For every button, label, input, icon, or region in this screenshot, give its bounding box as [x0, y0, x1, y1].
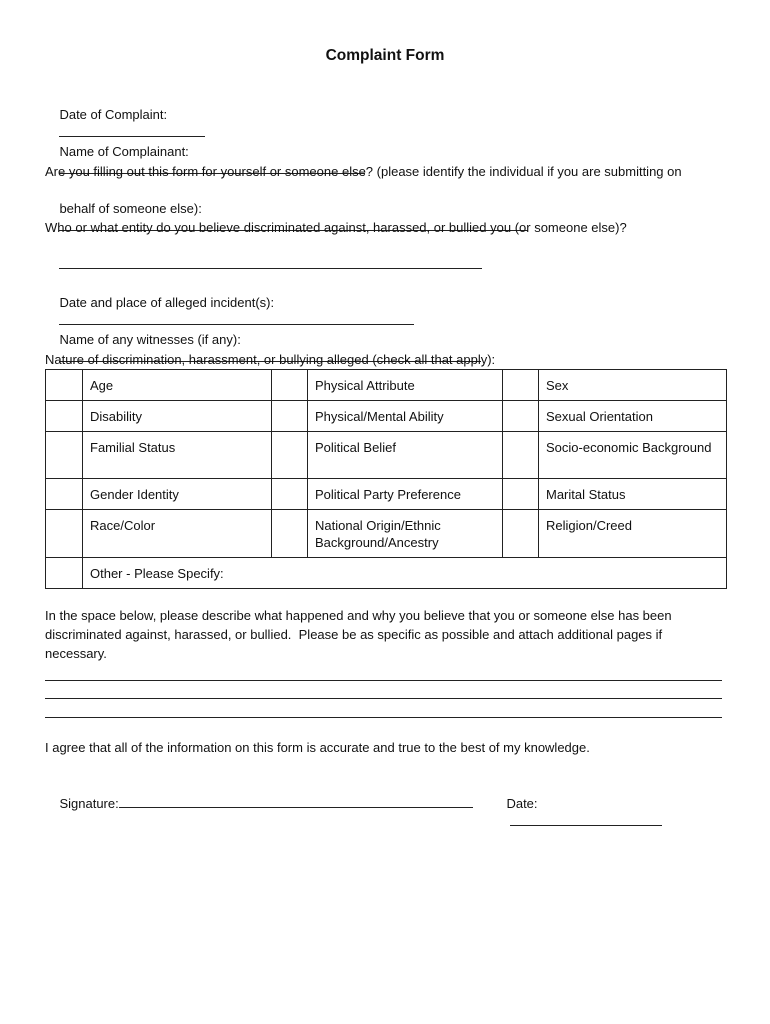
signature-row [45, 777, 473, 831]
sign-date-label: Date: [506, 796, 538, 811]
checkbox-physical-attribute[interactable] [272, 370, 308, 401]
nature-options-table [45, 369, 727, 589]
option-sex: Sex [539, 370, 727, 401]
option-socio-economic: Socio-economic Background [539, 432, 727, 479]
signature-field[interactable] [119, 795, 473, 808]
options-row [46, 432, 727, 479]
checkbox-socio-economic[interactable] [503, 432, 539, 479]
sign-date-field[interactable] [510, 813, 662, 826]
describe-line-1: In the space below, please describe what happened and why you believe that you or someone else has been [45, 608, 672, 623]
description-line[interactable] [45, 717, 722, 718]
options-row [46, 370, 727, 401]
sign-date-row [492, 777, 662, 849]
option-disability: Disability [83, 401, 272, 432]
option-political-party: Political Party Preference [308, 479, 503, 510]
date-of-complaint-label: Date of Complaint: [59, 107, 168, 122]
for-whom-label: behalf of someone else): [59, 201, 202, 216]
checkbox-political-belief[interactable] [272, 432, 308, 479]
entity-field[interactable] [59, 256, 482, 269]
incident-label: Date and place of alleged incident(s): [59, 295, 275, 310]
option-marital-status: Marital Status [539, 479, 727, 510]
checkbox-race-color[interactable] [46, 510, 83, 558]
checkbox-religion-creed[interactable] [503, 510, 539, 558]
checkbox-age[interactable] [46, 370, 83, 401]
complainant-label: Name of Complainant: [59, 144, 189, 159]
describe-line-3: necessary. [45, 646, 107, 661]
signature-label: Signature: [59, 796, 119, 811]
checkbox-other[interactable] [46, 558, 83, 589]
checkbox-political-party[interactable] [272, 479, 308, 510]
option-physical-attribute: Physical Attribute [308, 370, 503, 401]
agreement-text: I agree that all of the information on this form is accurate and true to the best of my knowledge. [45, 740, 590, 755]
witnesses-label: Name of any witnesses (if any): [59, 332, 241, 347]
options-row [46, 558, 727, 589]
checkbox-gender-identity[interactable] [46, 479, 83, 510]
checkbox-sex[interactable] [503, 370, 539, 401]
checkbox-marital-status[interactable] [503, 479, 539, 510]
option-race-color: Race/Color [83, 510, 272, 558]
option-age: Age [83, 370, 272, 401]
options-row [46, 479, 727, 510]
option-physical-mental-ability: Physical/Mental Ability [308, 401, 503, 432]
description-line[interactable] [45, 698, 722, 699]
options-row [46, 510, 727, 558]
option-national-origin: National Origin/Ethnic Background/Ancestry [308, 510, 503, 558]
description-line[interactable] [45, 680, 722, 681]
checkbox-familial-status[interactable] [46, 432, 83, 479]
nature-label: Nature of discrimination, harassment, or bullying alleged (check all that apply): [45, 352, 496, 367]
checkbox-sexual-orientation[interactable] [503, 401, 539, 432]
checkbox-physical-mental-ability[interactable] [272, 401, 308, 432]
for-whom-line-1: Are you filling out this form for yourself or someone else? (please identify the individual if you are submitting on [45, 164, 682, 179]
describe-line-2: discriminated against, harassed, or bullied. Please be as specific as possible and attach additional pages if [45, 627, 663, 642]
options-row [46, 401, 727, 432]
option-other[interactable]: Other - Please Specify: [83, 558, 727, 589]
form-title: Complaint Form [325, 47, 445, 64]
option-familial-status: Familial Status [83, 432, 272, 479]
option-gender-identity: Gender Identity [83, 479, 272, 510]
checkbox-disability[interactable] [46, 401, 83, 432]
option-religion-creed: Religion/Creed [539, 510, 727, 558]
option-sexual-orientation: Sexual Orientation [539, 401, 727, 432]
option-political-belief: Political Belief [308, 432, 503, 479]
checkbox-national-origin[interactable] [272, 510, 308, 558]
entity-question: Who or what entity do you believe discriminated against, harassed, or bullied you (or someone else)? [45, 220, 627, 235]
